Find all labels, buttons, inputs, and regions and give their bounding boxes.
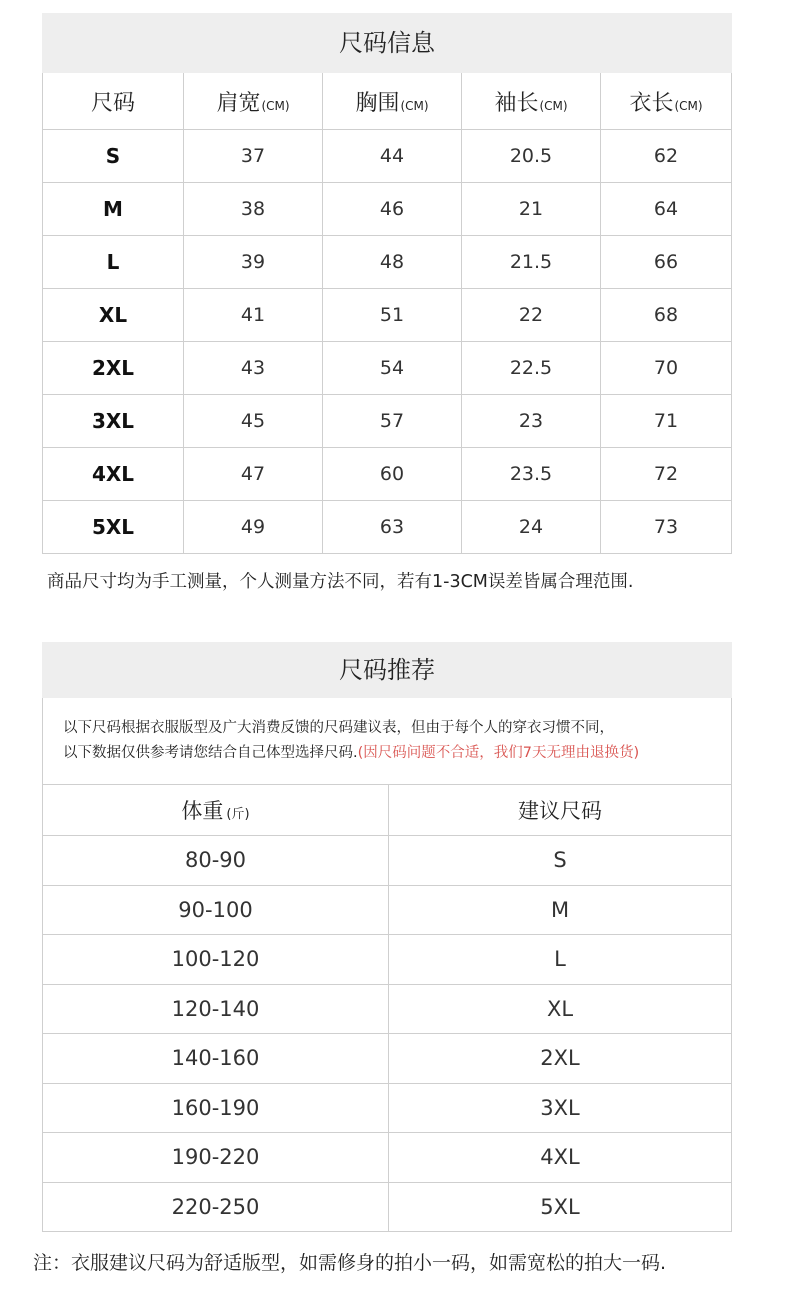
size-recommend-title: 尺码推荐: [42, 642, 732, 698]
header-sleeve-label: 袖长: [494, 90, 539, 116]
shoulder-cell: 39: [184, 236, 323, 289]
size-recommend-section: [42, 642, 732, 1232]
size-cell: XL: [43, 289, 184, 342]
sleeve-cell: 23: [462, 395, 601, 448]
shoulder-cell: 41: [184, 289, 323, 342]
recommend-intro: [42, 698, 732, 784]
suggested-size-cell: 5XL: [389, 1182, 732, 1232]
header-chest-label: 胸围: [355, 90, 400, 116]
header-sleeve-unit: (CM): [539, 98, 568, 113]
header-size: [43, 73, 184, 130]
recommend-row: [43, 836, 732, 886]
recommend-row: [43, 984, 732, 1034]
length-cell: 68: [601, 289, 732, 342]
header-size-label: 尺码: [90, 90, 135, 116]
fit-note: 注：衣服建议尺码为舒适版型，如需修身的拍小一码，如需宽松的拍大一码.: [33, 1252, 667, 1274]
recommend-row: [43, 1034, 732, 1084]
suggested-size-cell: 2XL: [389, 1034, 732, 1084]
sleeve-cell: 21.5: [462, 236, 601, 289]
shoulder-cell: 43: [184, 342, 323, 395]
chest-cell: 48: [323, 236, 462, 289]
size-info-section: [42, 13, 732, 554]
header-length-label: 衣长: [629, 90, 674, 116]
size-info-title: 尺码信息: [42, 13, 732, 73]
recommend-row: [43, 885, 732, 935]
sleeve-cell: 20.5: [462, 130, 601, 183]
header-sleeve: [462, 73, 601, 130]
weight-range-cell: 90-100: [43, 885, 389, 935]
sleeve-cell: 22.5: [462, 342, 601, 395]
weight-range-cell: 190-220: [43, 1133, 389, 1183]
weight-range-cell: 120-140: [43, 984, 389, 1034]
measurement-note: 商品尺寸均为手工测量，个人测量方法不同，若有1-3CM误差皆属合理范围.: [47, 572, 634, 592]
size-cell: 3XL: [43, 395, 184, 448]
size-cell: 2XL: [43, 342, 184, 395]
header-length: [601, 73, 732, 130]
suggested-size-cell: M: [389, 885, 732, 935]
header-shoulder-label: 肩宽: [216, 90, 261, 116]
size-cell: M: [43, 183, 184, 236]
suggested-size-cell: 4XL: [389, 1133, 732, 1183]
length-cell: 70: [601, 342, 732, 395]
header-length-unit: (CM): [674, 98, 703, 113]
header-suggested-size-label: 建议尺码: [518, 799, 602, 823]
chest-cell: 60: [323, 448, 462, 501]
size-info-row: [43, 236, 732, 289]
size-cell: L: [43, 236, 184, 289]
size-info-row: [43, 289, 732, 342]
header-weight-unit: (斤): [226, 807, 250, 822]
header-shoulder: [184, 73, 323, 130]
size-info-table: [42, 73, 732, 554]
sleeve-cell: 23.5: [462, 448, 601, 501]
size-info-header-row: [43, 73, 732, 130]
size-info-row: [43, 342, 732, 395]
sleeve-cell: 21: [462, 183, 601, 236]
weight-range-cell: 160-190: [43, 1083, 389, 1133]
size-info-row: [43, 448, 732, 501]
shoulder-cell: 49: [184, 501, 323, 554]
recommend-row: [43, 935, 732, 985]
shoulder-cell: 47: [184, 448, 323, 501]
header-weight: [43, 785, 389, 836]
length-cell: 72: [601, 448, 732, 501]
header-shoulder-unit: (CM): [261, 98, 290, 113]
chest-cell: 57: [323, 395, 462, 448]
size-info-row: [43, 395, 732, 448]
suggested-size-cell: S: [389, 836, 732, 886]
chest-cell: 46: [323, 183, 462, 236]
chest-cell: 51: [323, 289, 462, 342]
shoulder-cell: 45: [184, 395, 323, 448]
length-cell: 62: [601, 130, 732, 183]
header-suggested-size: [389, 785, 732, 836]
sleeve-cell: 22: [462, 289, 601, 342]
suggested-size-cell: 3XL: [389, 1083, 732, 1133]
shoulder-cell: 37: [184, 130, 323, 183]
size-cell: 4XL: [43, 448, 184, 501]
recommend-row: [43, 1133, 732, 1183]
recommend-intro-line2: [63, 741, 731, 766]
recommend-row: [43, 1083, 732, 1133]
length-cell: 66: [601, 236, 732, 289]
weight-range-cell: 100-120: [43, 935, 389, 985]
sleeve-cell: 24: [462, 501, 601, 554]
size-recommend-table: [42, 784, 732, 1232]
suggested-size-cell: XL: [389, 984, 732, 1034]
chest-cell: 54: [323, 342, 462, 395]
recommend-intro-line1: 以下尺码根据衣服版型及广大消费反馈的尺码建议表，但由于每个人的穿衣习惯不同，: [63, 720, 614, 736]
header-chest-unit: (CM): [400, 98, 429, 113]
header-chest: [323, 73, 462, 130]
weight-range-cell: 220-250: [43, 1182, 389, 1232]
weight-range-cell: 140-160: [43, 1034, 389, 1084]
return-policy-highlight: (因尺码问题不合适，我们7天无理由退换货): [357, 745, 640, 761]
recommend-row: [43, 1182, 732, 1232]
weight-range-cell: 80-90: [43, 836, 389, 886]
size-info-row: [43, 501, 732, 554]
size-cell: S: [43, 130, 184, 183]
size-info-row: [43, 130, 732, 183]
size-info-row: [43, 183, 732, 236]
size-cell: 5XL: [43, 501, 184, 554]
recommend-intro-text: 以下数据仅供参考请您结合自己体型选择尺码.: [63, 745, 358, 761]
length-cell: 73: [601, 501, 732, 554]
suggested-size-cell: L: [389, 935, 732, 985]
length-cell: 64: [601, 183, 732, 236]
length-cell: 71: [601, 395, 732, 448]
recommend-header-row: [43, 785, 732, 836]
chest-cell: 44: [323, 130, 462, 183]
shoulder-cell: 38: [184, 183, 323, 236]
chest-cell: 63: [323, 501, 462, 554]
header-weight-label: 体重: [181, 799, 224, 823]
